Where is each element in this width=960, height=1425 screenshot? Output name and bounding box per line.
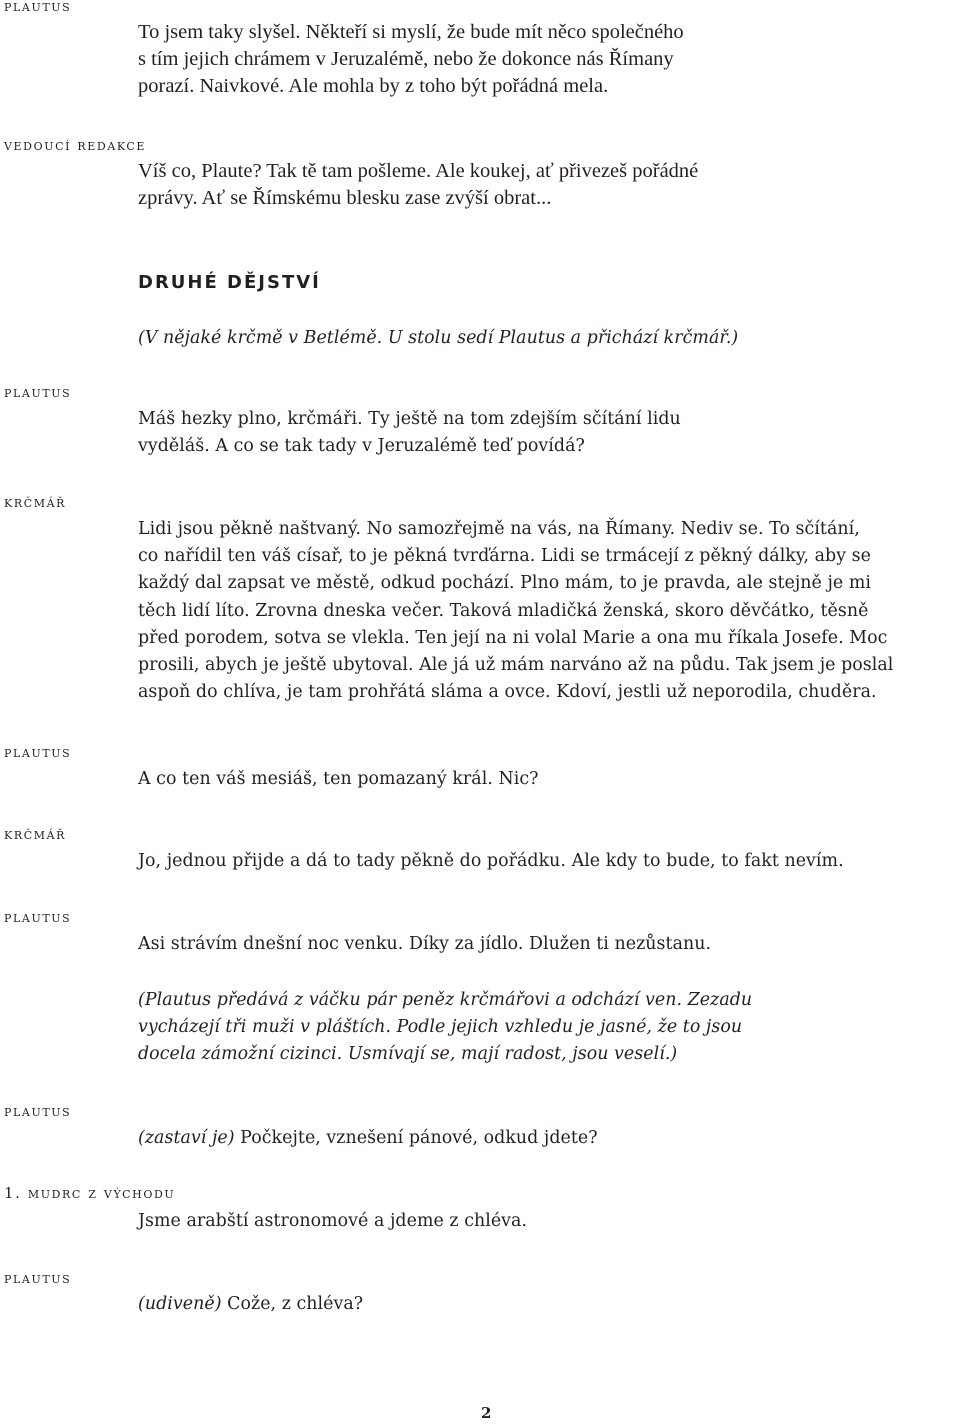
speaker-label: plautus bbox=[4, 383, 72, 401]
dialogue-line: s tím jejich chrámem v Jeruzalémě, nebo že dokonce nás Římany bbox=[138, 48, 674, 70]
dialogue-block bbox=[138, 19, 684, 100]
dialogue-block bbox=[138, 1125, 598, 1152]
dialogue-line: To jsem taky slyšel. Někteří si myslí, že bude mít něco společného bbox=[138, 21, 684, 43]
dialogue-line: Víš co, Plaute? Tak tě tam pošleme. Ale koukej, ať přivezeš pořádné bbox=[138, 160, 699, 182]
stage-direction bbox=[138, 987, 752, 1069]
dialogue-line: Jsme arabští astronomové a jdeme z chléva. bbox=[138, 1211, 528, 1231]
dialogue-line: každý dal zapsat ve městě, odkud pochází. Plno mám, to je pravda, ale stejně je mi bbox=[138, 573, 871, 594]
speaker-label: plautus bbox=[4, 908, 72, 926]
speaker-label: plautus bbox=[4, 743, 72, 761]
dialogue-text: Cože, z chléva? bbox=[221, 1294, 364, 1314]
dialogue-line: Lidi jsou pěkně naštvaný. No samozřejmě na vás, na Římany. Nediv se. To sčítání, bbox=[138, 519, 860, 539]
stage-direction bbox=[138, 325, 738, 352]
dialogue-line: Jo, jednou přijde a dá to tady pěkně do pořádku. Ale kdy to bude, to fakt nevím. bbox=[138, 851, 844, 871]
dialogue-line: prosili, abych je ještě ubytoval. Ale já už mám narváno až na půdu. Tak jsem je poslal bbox=[138, 655, 894, 676]
stage-direction-line: (V nějaké krčmě v Betlémě. U stolu sedí Plautus a přichází krčmář.) bbox=[138, 328, 739, 348]
dialogue-line: co nařídil ten váš císař, to je pěkná tvrďárna. Lidi se trmácejí z pěkný dálky, aby se bbox=[138, 546, 871, 567]
dialogue-line: Máš hezky plno, krčmáři. Ty ještě na tom zdejším sčítání lidu bbox=[138, 409, 681, 429]
act-heading: DRUHÉ DĚJSTVÍ bbox=[138, 272, 321, 293]
speaker-label: plautus bbox=[4, 1102, 72, 1120]
dialogue-line: aspoň do chlíva, je tam prohřátá sláma a ovce. Kdoví, jestli už neporodila, chuděra. bbox=[138, 682, 877, 703]
dialogue-block bbox=[138, 406, 681, 460]
dialogue-block bbox=[138, 931, 711, 958]
inline-direction: (zastaví je) bbox=[138, 1128, 235, 1148]
speaker-label: krčmář bbox=[4, 493, 67, 511]
speaker-label: plautus bbox=[4, 1269, 72, 1287]
dialogue-block bbox=[138, 1208, 527, 1235]
stage-direction-line: docela zámožní cizinci. Usmívají se, mají radost, jsou veselí.) bbox=[138, 1044, 678, 1065]
dialogue-line: porazí. Naivkové. Ale mohla by z toho být pořádná mela. bbox=[138, 75, 609, 97]
stage-direction-line: vycházejí tři muži v pláštích. Podle jejich vzhledu je jasné, že to jsou bbox=[138, 1017, 743, 1038]
dialogue-line: těch lidí líto. Zrovna dneska večer. Taková mladičká ženská, skoro děvčátko, těsně bbox=[138, 600, 869, 621]
inline-direction: (udiveně) bbox=[138, 1294, 222, 1314]
dialogue-line bbox=[138, 1125, 598, 1152]
speaker-label: vedoucí redakce bbox=[4, 136, 147, 154]
dialogue-line: před porodem, sotva se vlekla. Ten její na ni volal Marie a ona mu říkala Josefe. Moc bbox=[138, 627, 888, 648]
speaker-label: plautus bbox=[4, 0, 72, 15]
page-number: 2 bbox=[481, 1404, 492, 1422]
dialogue-block bbox=[138, 158, 698, 212]
speaker-label: 1. mudrc z východu bbox=[4, 1184, 176, 1202]
dialogue-block bbox=[138, 848, 844, 875]
dialogue-line: Asi strávím dnešní noc venku. Díky za jídlo. Dlužen ti nezůstanu. bbox=[138, 934, 712, 954]
dialogue-block bbox=[138, 766, 539, 793]
dialogue-text: Počkejte, vznešení pánové, odkud jdete? bbox=[234, 1128, 598, 1148]
dialogue-line: zprávy. Ať se Římskému blesku zase zvýší obrat... bbox=[138, 187, 552, 209]
dialogue-line: vyděláš. A co se tak tady v Jeruzalémě teď povídá? bbox=[138, 436, 585, 457]
stage-direction-line: (Plautus předává z váčku pár peněz krčmářovi a odchází ven. Zezadu bbox=[138, 990, 753, 1010]
dialogue-block bbox=[138, 516, 893, 706]
speaker-label: krčmář bbox=[4, 825, 67, 843]
dialogue-line: A co ten váš mesiáš, ten pomazaný král. Nic? bbox=[138, 769, 539, 789]
dialogue-line bbox=[138, 1291, 363, 1318]
dialogue-block bbox=[138, 1291, 363, 1318]
